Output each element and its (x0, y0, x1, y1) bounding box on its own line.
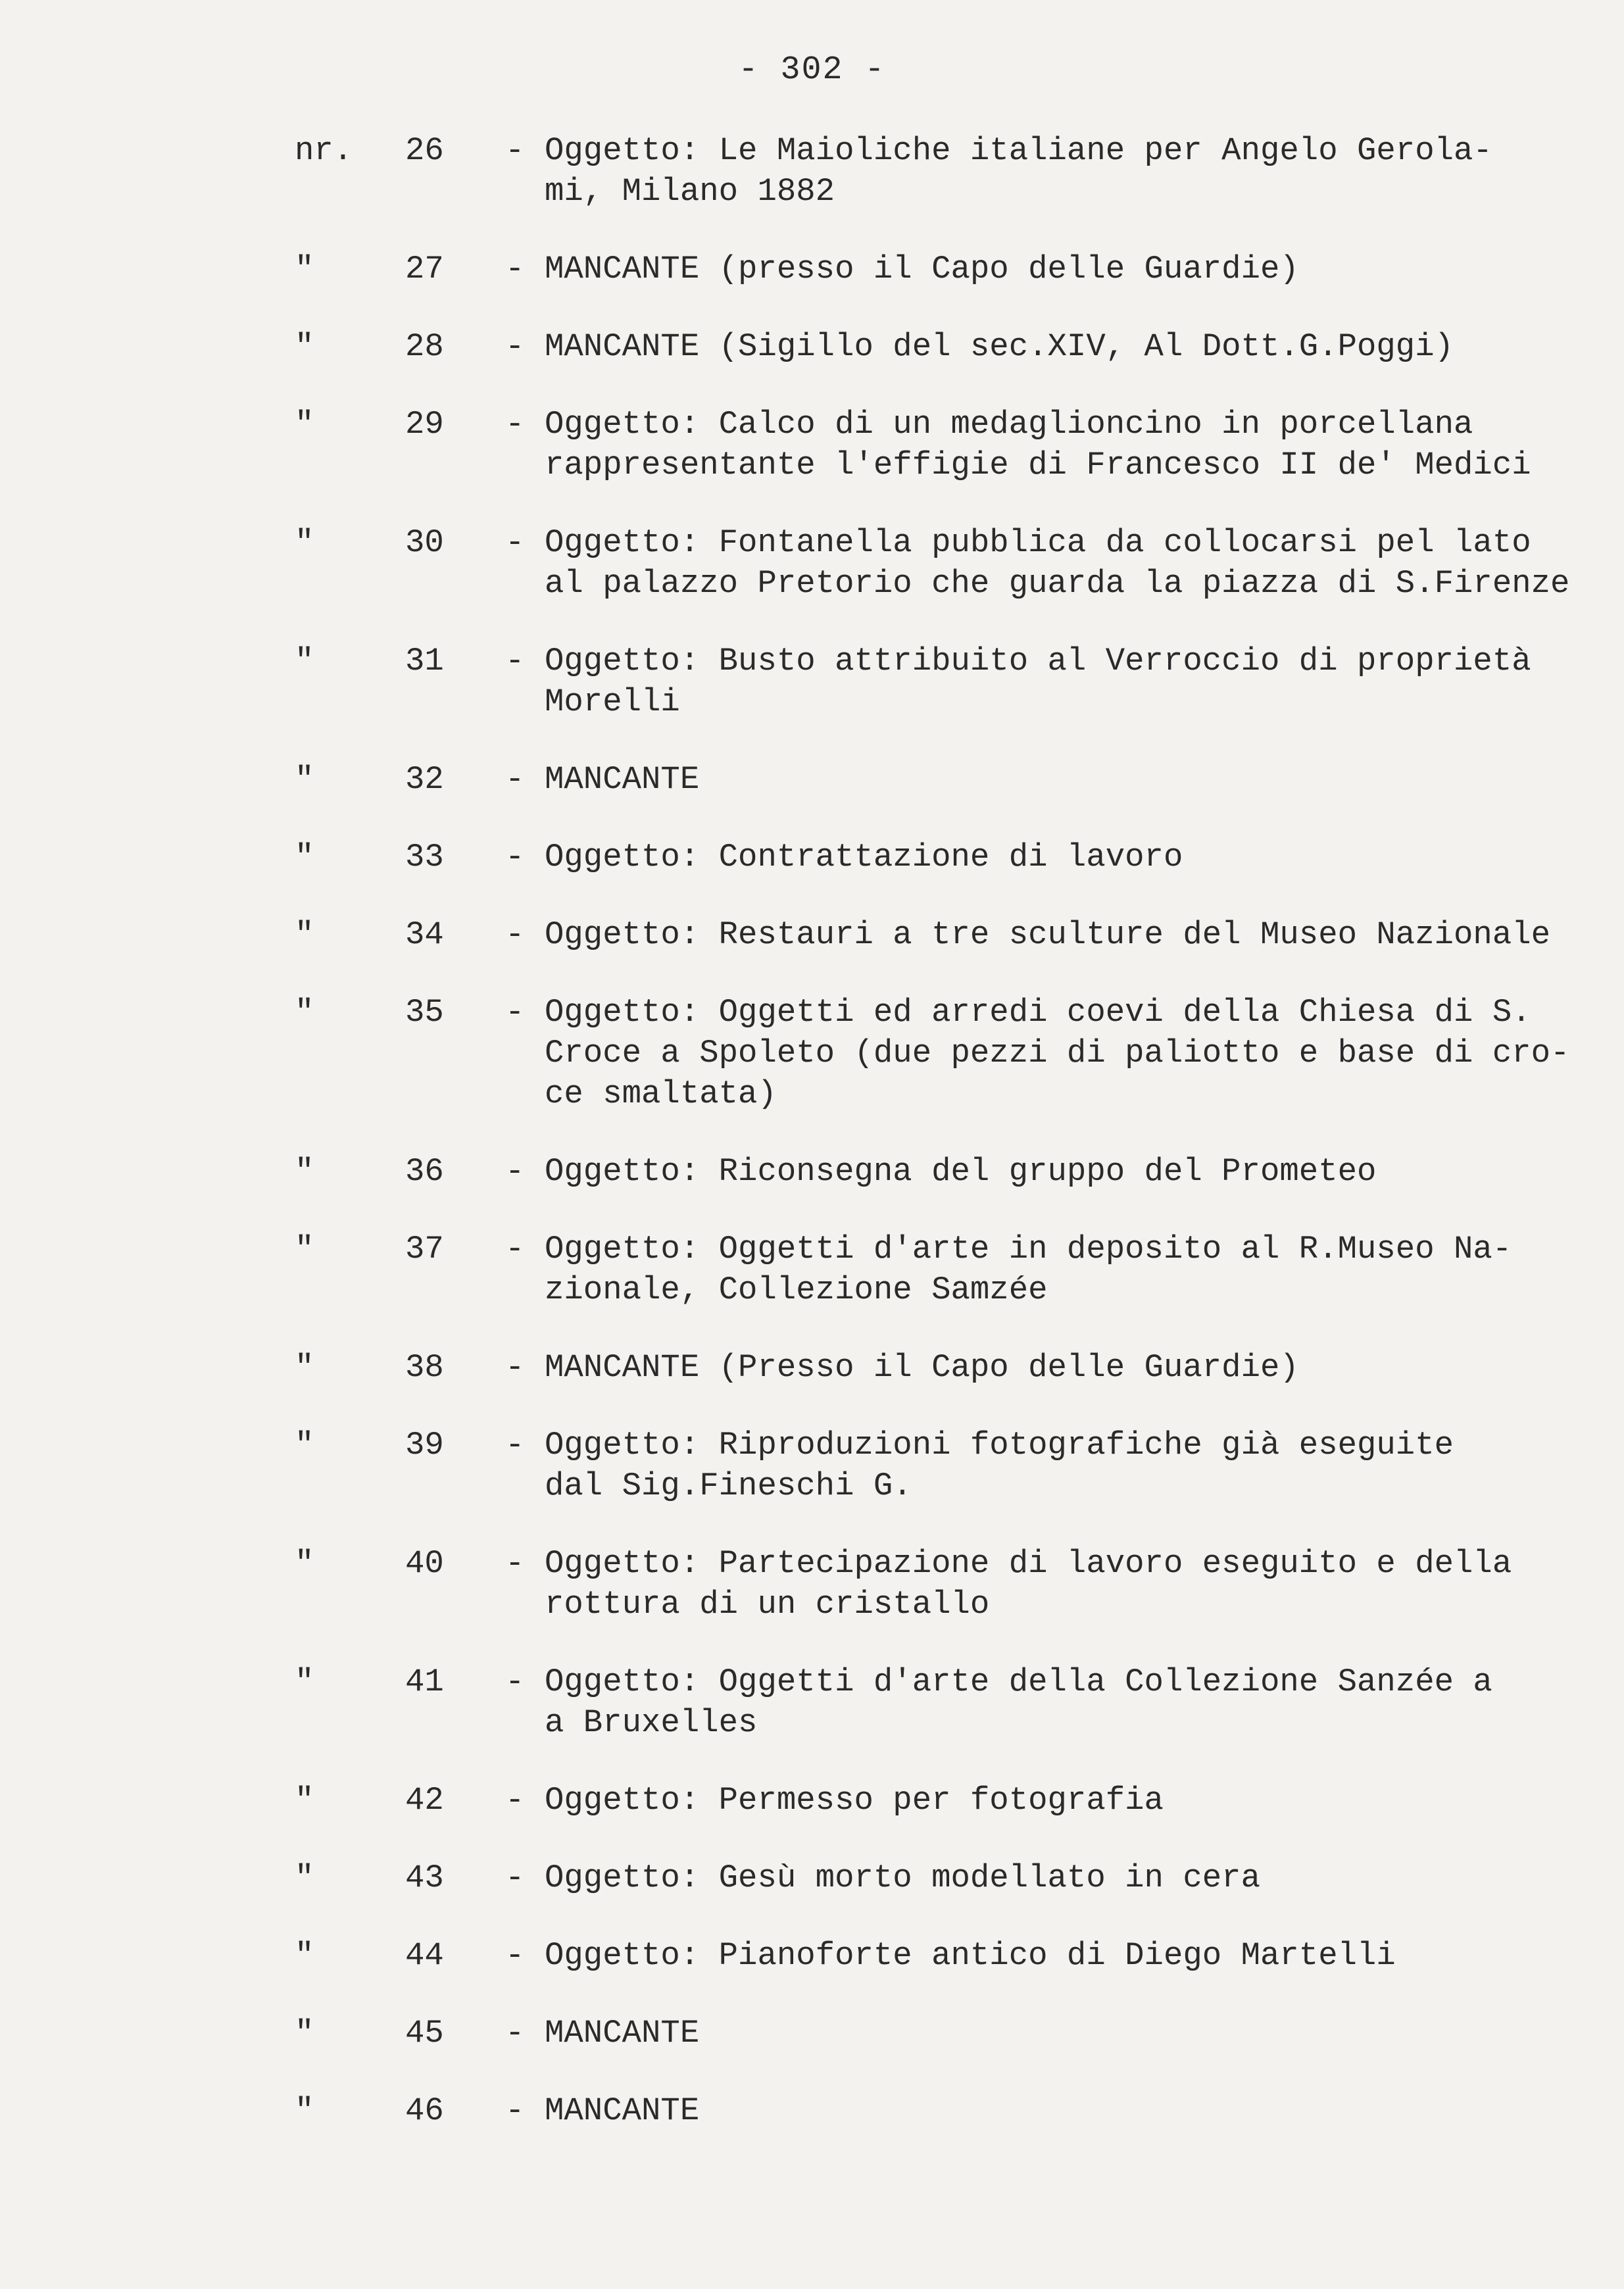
list-item (295, 837, 1577, 877)
ditto-mark: " (295, 839, 314, 875)
entry-text-line: rappresentante l'effigie di Francesco II de' Medici (545, 447, 1531, 483)
ditto-mark: " (295, 1545, 314, 1582)
entry-text (545, 992, 1577, 1114)
entry-dash: - (505, 916, 525, 953)
list-item (295, 1543, 1577, 1625)
list-item (295, 249, 1577, 289)
list-item (295, 1151, 1577, 1192)
entry-text-line: MANCANTE (Sigillo del sec.XIV, Al Dott.G.Poggi) (545, 328, 1454, 365)
list-item (295, 992, 1577, 1114)
entry-text-line: Oggetto: Le Maioliche italiane per Angelo Gerola- (545, 132, 1492, 169)
entry-text (545, 1229, 1577, 1310)
entry-text (545, 1347, 1577, 1388)
entry-text-line: Oggetto: Gesù morto modellato in cera (545, 1859, 1260, 1896)
entry-text (545, 1425, 1577, 1506)
entry-text-line: Oggetto: Calco di un medaglioncino in porcellana (545, 406, 1473, 443)
entry-dash: - (505, 132, 525, 169)
entry-dash: - (505, 1349, 525, 1386)
entry-dash: - (505, 1545, 525, 1582)
entry-text-line: Morelli (545, 683, 680, 720)
list-item (295, 404, 1577, 485)
entry-text (545, 1661, 1577, 1743)
entry-text (545, 759, 1577, 800)
entry-text (545, 914, 1577, 955)
ditto-mark: " (295, 328, 314, 365)
entry-dash: - (505, 994, 525, 1031)
entry-text (545, 2013, 1577, 2054)
entry-text-line: Oggetto: Permesso per fotografia (545, 1782, 1164, 1819)
entry-text-line: MANCANTE (Presso il Capo delle Guardie) (545, 1349, 1299, 1386)
list-item (295, 1858, 1577, 1898)
entry-number: 38 (405, 1349, 444, 1386)
entry-text (545, 1935, 1577, 1976)
entry-prefix: nr. (295, 132, 353, 169)
ditto-mark: " (295, 406, 314, 443)
ditto-mark: " (295, 1937, 314, 1974)
entry-number: 40 (405, 1545, 444, 1582)
entry-text (545, 641, 1577, 722)
list-item (295, 522, 1577, 604)
entry-text-line: Oggetto: Contrattazione di lavoro (545, 839, 1183, 875)
entry-text-line: ce smaltata) (545, 1075, 777, 1112)
entry-number: 35 (405, 994, 444, 1031)
list-item (295, 2013, 1577, 2054)
page-number: - 302 - (738, 51, 886, 89)
ditto-mark: " (295, 916, 314, 953)
ditto-mark: " (295, 2092, 314, 2129)
entry-number: 26 (405, 132, 444, 169)
entry-number: 29 (405, 406, 444, 443)
entry-text-line: MANCANTE (545, 2015, 700, 2052)
entry-number: 34 (405, 916, 444, 953)
entry-text-line: Oggetto: Oggetti d'arte in deposito al R.Museo Na- (545, 1231, 1512, 1268)
entry-text-line: MANCANTE (545, 761, 700, 798)
entry-text (545, 1543, 1577, 1625)
entry-number: 32 (405, 761, 444, 798)
entry-dash: - (505, 328, 525, 365)
entry-dash: - (505, 643, 525, 679)
list-item (295, 1661, 1577, 1743)
entry-text-line: MANCANTE (545, 2092, 700, 2129)
entry-dash: - (505, 406, 525, 443)
entry-list (295, 130, 1577, 2168)
entry-text (545, 522, 1577, 604)
entry-number: 42 (405, 1782, 444, 1819)
entry-dash: - (505, 1937, 525, 1974)
entry-text-line: Oggetto: Fontanella pubblica da collocarsi pel lato (545, 524, 1531, 561)
list-item (295, 1780, 1577, 1821)
entry-text-line: Oggetto: Busto attribuito al Verroccio di proprietà (545, 643, 1531, 679)
entry-number: 36 (405, 1153, 444, 1190)
entry-number: 27 (405, 251, 444, 287)
list-item (295, 1229, 1577, 1310)
entry-number: 39 (405, 1427, 444, 1464)
ditto-mark: " (295, 1349, 314, 1386)
entry-text-line: al palazzo Pretorio che guarda la piazza di S.Firenze (545, 565, 1570, 602)
list-item (295, 759, 1577, 800)
ditto-mark: " (295, 2015, 314, 2052)
entry-text (545, 130, 1577, 212)
entry-number: 41 (405, 1663, 444, 1700)
entry-dash: - (505, 1427, 525, 1464)
entry-text-line: Oggetto: Restauri a tre sculture del Museo Nazionale (545, 916, 1551, 953)
list-item (295, 1425, 1577, 1506)
entry-text (545, 249, 1577, 289)
entry-text (545, 404, 1577, 485)
ditto-mark: " (295, 643, 314, 679)
entry-dash: - (505, 761, 525, 798)
entry-dash: - (505, 2092, 525, 2129)
entry-number: 43 (405, 1859, 444, 1896)
ditto-mark: " (295, 1782, 314, 1819)
entry-text-line: Croce a Spoleto (due pezzi di paliotto e base di cro- (545, 1035, 1570, 1071)
entry-number: 28 (405, 328, 444, 365)
list-item (295, 130, 1577, 212)
entry-number: 44 (405, 1937, 444, 1974)
entry-dash: - (505, 839, 525, 875)
ditto-mark: " (295, 1427, 314, 1464)
entry-dash: - (505, 1782, 525, 1819)
ditto-mark: " (295, 1231, 314, 1268)
entry-text-line: a Bruxelles (545, 1704, 758, 1741)
entry-text (545, 1780, 1577, 1821)
list-item (295, 326, 1577, 367)
entry-dash: - (505, 1231, 525, 1268)
entry-text (545, 1151, 1577, 1192)
ditto-mark: " (295, 1153, 314, 1190)
entry-dash: - (505, 2015, 525, 2052)
entry-number: 31 (405, 643, 444, 679)
entry-dash: - (505, 1663, 525, 1700)
ditto-mark: " (295, 524, 314, 561)
ditto-mark: " (295, 251, 314, 287)
entry-text-line: zionale, Collezione Samzée (545, 1271, 1048, 1308)
entry-dash: - (505, 1859, 525, 1896)
entry-text-line: Oggetto: Riconsegna del gruppo del Prometeo (545, 1153, 1377, 1190)
list-item (295, 641, 1577, 722)
entry-number: 45 (405, 2015, 444, 2052)
entry-text-line: Oggetto: Riproduzioni fotografiche già eseguite (545, 1427, 1454, 1464)
entry-text-line: dal Sig.Fineschi G. (545, 1467, 912, 1504)
entry-text-line: Oggetto: Oggetti ed arredi coevi della Chiesa di S. (545, 994, 1531, 1031)
entry-number: 30 (405, 524, 444, 561)
entry-dash: - (505, 524, 525, 561)
entry-text (545, 1858, 1577, 1898)
entry-dash: - (505, 251, 525, 287)
ditto-mark: " (295, 1663, 314, 1700)
ditto-mark: " (295, 994, 314, 1031)
entry-number: 46 (405, 2092, 444, 2129)
ditto-mark: " (295, 1859, 314, 1896)
list-item (295, 1935, 1577, 1976)
entry-text-line: mi, Milano 1882 (545, 173, 835, 210)
entry-text-line: MANCANTE (presso il Capo delle Guardie) (545, 251, 1299, 287)
entry-text (545, 837, 1577, 877)
entry-dash: - (505, 1153, 525, 1190)
entry-text (545, 2090, 1577, 2131)
list-item (295, 2090, 1577, 2131)
ditto-mark: " (295, 761, 314, 798)
entry-number: 33 (405, 839, 444, 875)
entry-text-line: Oggetto: Oggetti d'arte della Collezione Sanzée a (545, 1663, 1492, 1700)
entry-text (545, 326, 1577, 367)
entry-text-line: rottura di un cristallo (545, 1586, 990, 1623)
entry-text-line: Oggetto: Partecipazione di lavoro eseguito e della (545, 1545, 1512, 1582)
list-item (295, 914, 1577, 955)
entry-number: 37 (405, 1231, 444, 1268)
entry-text-line: Oggetto: Pianoforte antico di Diego Martelli (545, 1937, 1396, 1974)
list-item (295, 1347, 1577, 1388)
